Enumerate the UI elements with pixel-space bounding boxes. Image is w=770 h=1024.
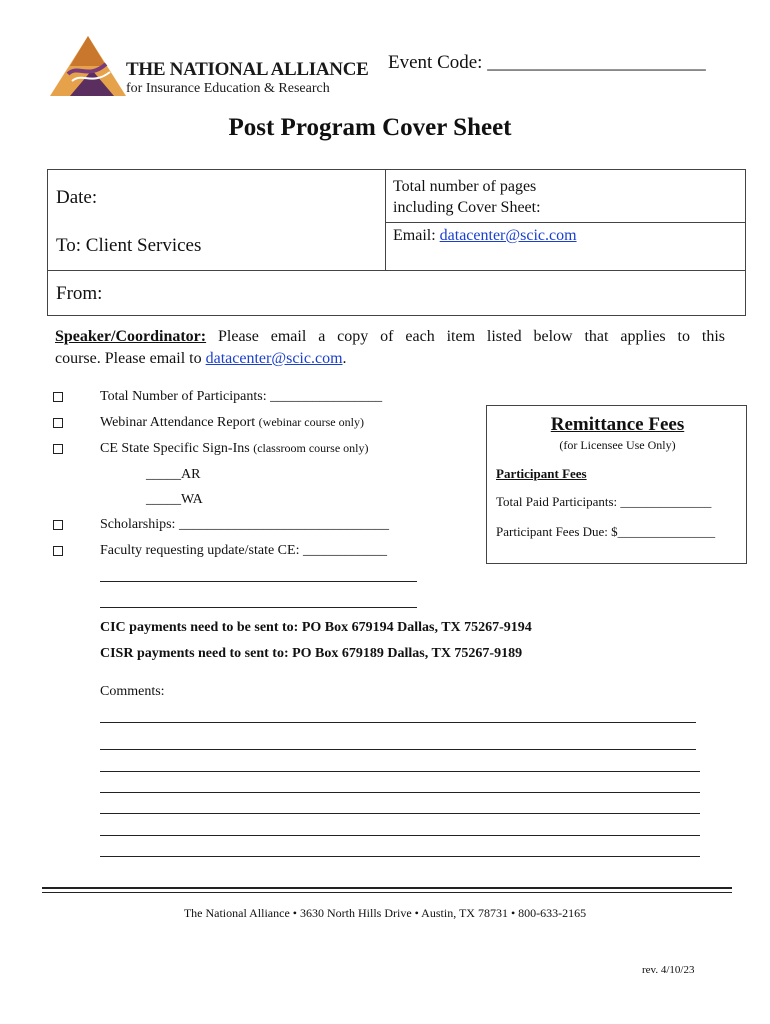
event-code-field[interactable]: Event Code: _______________________ xyxy=(388,52,706,73)
logo-subtitle: for Insurance Education & Research xyxy=(126,81,330,96)
participants-checkbox[interactable] xyxy=(53,392,63,402)
participant-fees-heading: Participant Fees xyxy=(496,466,587,481)
email-label: Email: xyxy=(393,227,440,244)
total-pages-field[interactable] xyxy=(393,176,541,218)
table-divider xyxy=(385,170,386,270)
fees-due-field[interactable]: Participant Fees Due: $_______________ xyxy=(496,524,716,539)
table-divider xyxy=(48,270,745,271)
footer-divider xyxy=(42,892,732,893)
faculty-item: Faculty requesting update/state CE: ____________ xyxy=(100,543,387,558)
cisr-payment-note: CISR payments need to sent to: PO Box 679189 Dallas, TX 75267-9189 xyxy=(100,646,523,661)
instructions xyxy=(55,326,725,370)
revision-date: rev. 4/10/23 xyxy=(642,964,695,976)
ce-signins-item xyxy=(100,441,369,457)
faculty-checkbox[interactable] xyxy=(53,546,63,556)
to-field: To: Client Services xyxy=(56,235,202,256)
webinar-note: (webinar course only) xyxy=(258,415,364,429)
ce-signins-checkbox[interactable] xyxy=(53,444,63,454)
instructions-email-link[interactable]: datacenter@scic.com xyxy=(205,350,343,367)
faculty-line[interactable] xyxy=(100,581,417,582)
participants-item: Total Number of Participants: ________________ xyxy=(100,389,383,404)
from-field[interactable]: From: xyxy=(56,283,103,304)
ar-field[interactable]: _____AR xyxy=(146,467,201,482)
comment-line[interactable] xyxy=(100,792,700,793)
remittance-title: Remittance Fees xyxy=(550,414,685,435)
comment-line[interactable] xyxy=(100,835,700,836)
scholarships-item: Scholarships: ______________________________ xyxy=(100,517,389,532)
form-table xyxy=(47,169,746,316)
webinar-label: Webinar Attendance Report xyxy=(100,415,259,430)
table-divider xyxy=(385,222,746,223)
comments-label: Comments: xyxy=(100,684,165,699)
footer-divider xyxy=(42,887,732,889)
comment-line[interactable] xyxy=(100,771,700,772)
instructions-text-2: course. Please email to xyxy=(55,350,206,367)
scholarships-checkbox[interactable] xyxy=(53,520,63,530)
webinar-checkbox[interactable] xyxy=(53,418,63,428)
total-pages-line1: Total number of pages xyxy=(393,178,537,195)
cic-payment-note: CIC payments need to be sent to: PO Box 679194 Dallas, TX 75267-9194 xyxy=(100,620,532,635)
total-paid-field[interactable]: Total Paid Participants: ______________ xyxy=(496,494,712,509)
ce-label: CE State Specific Sign-Ins xyxy=(100,441,254,456)
national-alliance-logo xyxy=(48,34,369,98)
total-pages-line2: including Cover Sheet: xyxy=(393,199,541,216)
page-title: Post Program Cover Sheet xyxy=(228,114,512,141)
comment-line[interactable] xyxy=(100,722,696,723)
instructions-text: Please email a copy of each item listed below that applies to this xyxy=(206,328,725,345)
footer-address: The National Alliance • 3630 North Hills Drive • Austin, TX 78731 • 800-633-2165 xyxy=(183,906,587,920)
webinar-item xyxy=(100,415,364,431)
wa-field[interactable]: _____WA xyxy=(146,492,203,507)
comment-line[interactable] xyxy=(100,813,700,814)
email-row xyxy=(393,225,577,246)
logo-title: THE NATIONAL ALLIANCE xyxy=(126,59,369,80)
email-link[interactable]: datacenter@scic.com xyxy=(439,227,577,244)
comment-line[interactable] xyxy=(100,856,700,857)
date-field[interactable]: Date: xyxy=(56,187,98,208)
remittance-subtitle: (for Licensee Use Only) xyxy=(559,438,676,452)
instructions-lead: Speaker/Coordinator: xyxy=(55,328,207,345)
faculty-line[interactable] xyxy=(100,607,417,608)
logo-triangle-icon xyxy=(48,34,128,98)
remittance-box xyxy=(486,405,747,564)
ce-note: (classroom course only) xyxy=(253,441,369,455)
instructions-period: . xyxy=(342,350,347,367)
comment-line[interactable] xyxy=(100,749,696,750)
